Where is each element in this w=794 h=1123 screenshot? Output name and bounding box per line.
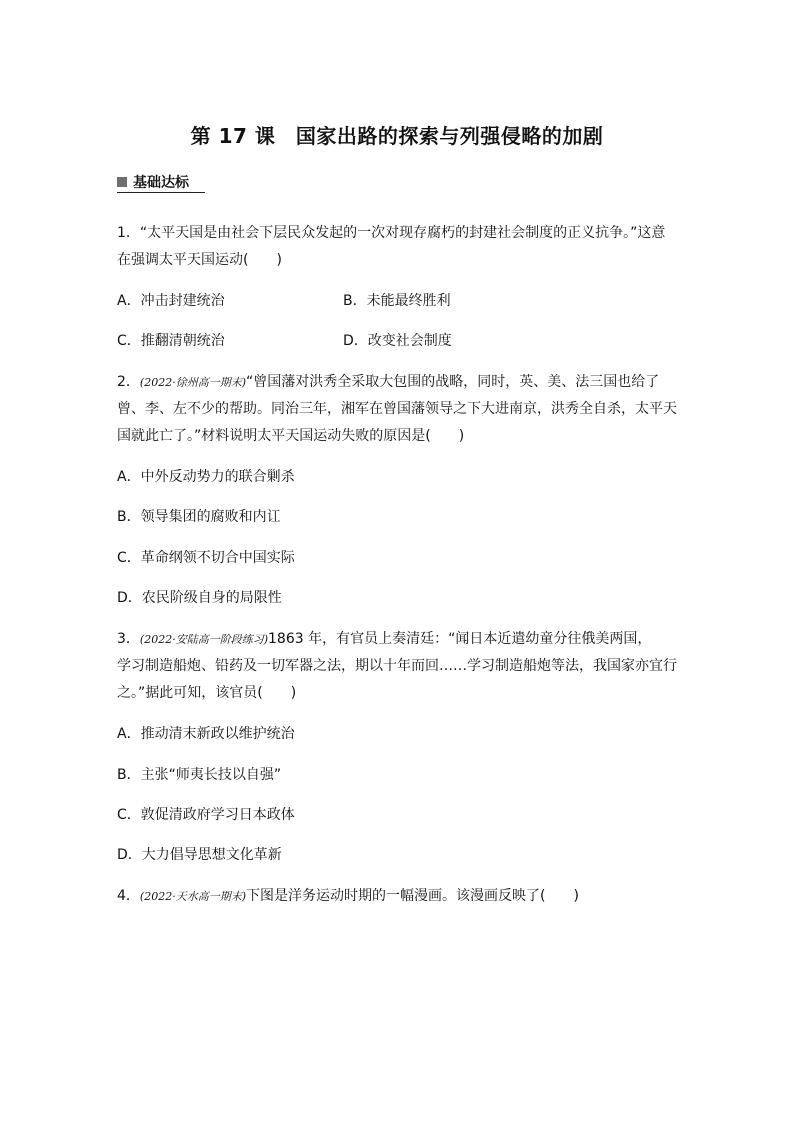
q3-stem-line2: 学习制造船炮、铅药及一切军器之法，期以十年而回……学习制造船炮等法，我国家亦宜行 [117,658,677,674]
q3-stem-line3: 之。”据此可知，该官员( ) [117,685,297,701]
q1-stem-line1: 1．“太平天国是由社会下层民众发起的一次对现存腐朽的封建社会制度的正义抗争。”这意 [117,225,666,241]
q1-option-d[interactable]: D．改变社会制度 [343,333,452,349]
q2-stem-line3: 国就此亡了。”材料说明太平天国运动失败的原因是( ) [117,428,465,444]
q3-source: (2022·安陆高一阶段练习) [139,633,268,646]
q3-stem-line1 [117,629,651,650]
q3-option-c[interactable]: C．敦促清政府学习日本政体 [117,807,295,823]
q2-option-b[interactable]: B．领导集团的腐败和内讧 [117,509,281,525]
q4-source: (2022·天水高一期末) [139,890,246,903]
q3-number: 3． [117,631,140,647]
q2-stem-text: “曾国藩对洪秀全采取大包围的战略，同时，英、美、法三国也给了 [246,374,660,390]
section-header [117,172,189,192]
q1-option-c[interactable]: C．推翻清朝统治 [117,333,225,349]
q2-stem-line1 [117,372,659,393]
q3-stem-text: 1863 年，有官员上奏清廷：“闻日本近遣幼童分往俄美两国， [268,631,652,647]
section-label: 基础达标 [133,175,189,191]
q2-option-d[interactable]: D．农民阶级自身的局限性 [117,590,282,606]
q2-source: (2022·徐州高一期末) [139,376,246,389]
lesson-title: 第 17 课 国家出路的探索与列强侵略的加剧 [190,124,604,148]
q1-option-a[interactable]: A．冲击封建统治 [117,293,225,309]
q2-stem-line2: 曾、李、左不少的帮助。同治三年，湘军在曾国藩领导之下大进南京，洪秀全自杀，太平天 [117,401,677,417]
q2-number: 2． [117,374,140,390]
q2-option-c[interactable]: C．革命纲领不切合中国实际 [117,550,295,566]
q2-option-a[interactable]: A．中外反动势力的联合剿杀 [117,469,295,485]
q4-stem-text: 下图是洋务运动时期的一幅漫画。该漫画反映了( ) [246,888,579,904]
q3-option-b[interactable]: B．主张“师夷长技以自强” [117,767,282,783]
q3-option-d[interactable]: D．大力倡导思想文化革新 [117,847,282,863]
q3-option-a[interactable]: A．推动清末新政以维护统治 [117,726,295,742]
square-bullet-icon [117,177,127,187]
q1-option-b[interactable]: B．未能最终胜利 [343,293,451,309]
q4-stem-line1 [117,886,579,907]
q4-number: 4． [117,888,140,904]
section-underline [117,192,205,193]
q1-stem-line2: 在强调太平天国运动( ) [117,252,282,268]
